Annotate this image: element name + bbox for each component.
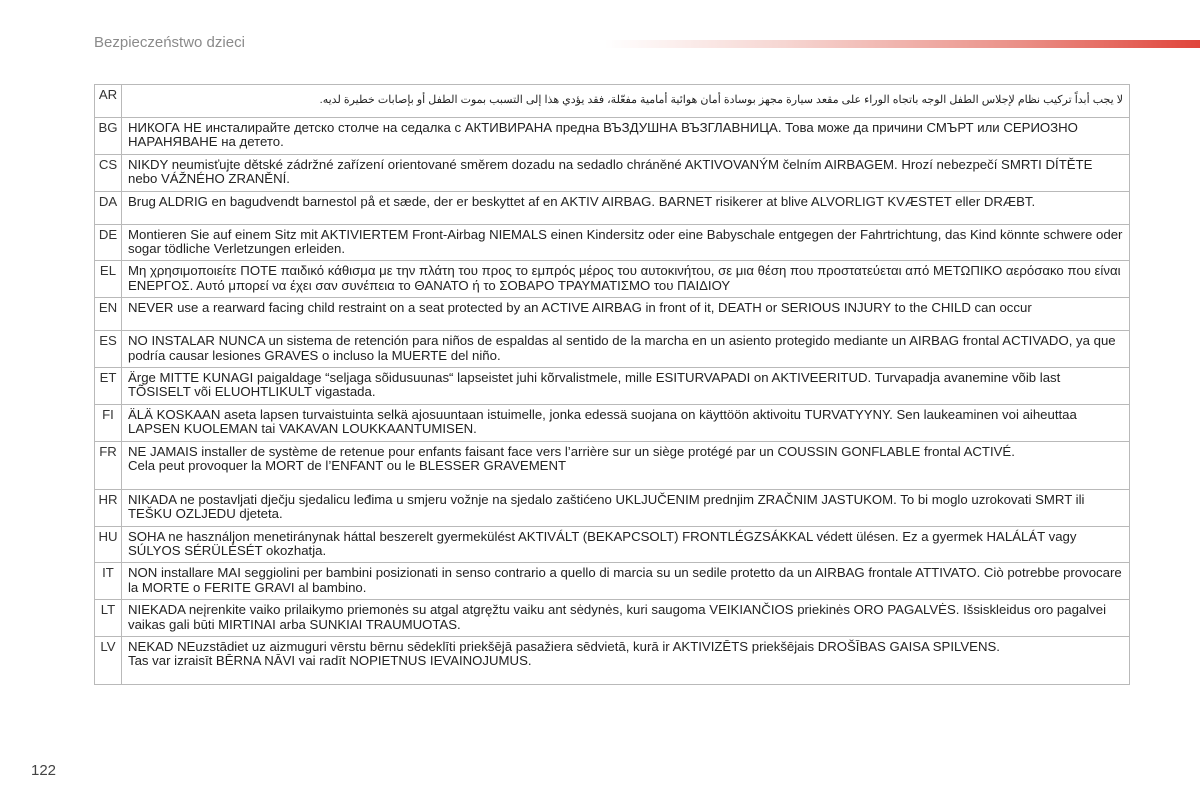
language-code: EL [95,261,122,298]
table-row [95,563,1130,600]
warning-text: NE JAMAIS installer de système de retenue pour enfants faisant face vers l’arrière sur un siège protégé par un COUSSIN GONFLABLE frontal ACTIVÉ. Cela peut provoquer la MORT de l’ENFANT ou le BLESSER GRAVEMENT [122,441,1130,489]
warning-text: SOHA ne használjon menetiránynak háttal beszerelt gyermekülést AKTIVÁLT (BEKAPCSOLT) FRONTLÉGZSÁKKAL védett ülésen. Ez a gyermek HALÁLÁT vagy SÚLYOS SÉRÜLÉSÉT okozhatja. [122,526,1130,563]
language-code: IT [95,563,122,600]
table-row [95,118,1130,155]
warning-text: Brug ALDRIG en bagudvendt barnestol på et sæde, der er beskyttet af en AKTIV AIRBAG. BARNET risikerer at blive ALVORLIGT KVÆSTET eller DRÆBT. [122,191,1130,224]
warning-text: Μη χρησιμοποιείτε ΠΟΤΕ παιδικό κάθισμα με την πλάτη του προς το εμπρός μέρος του αυτοκινήτου, σε μια θέση που προστατεύεται από ΜΕΤΩΠΙΚΟ αερόσακο που είναι ΕΝΕΡΓΟΣ. Αυτό μπορεί να έχει σαν συνέπεια το ΘΑΝΑΤΟ ή το ΣΟΒΑΡΟ ΤΡΑΥΜΑΤΙΣΜΟ του ΠΑΙΔΙΟΥ [122,261,1130,298]
warning-text: NON installare MAI seggiolini per bambini posizionati in senso contrario a quello di marcia su un sedile protetto da un AIRBAG frontale ATTIVATO. Ciò potrebbe provocare la MORTE o FERITE GRAVI al bambino. [122,563,1130,600]
warning-text: NIEKADA neįrenkite vaiko prilaikymo priemonės su atgal atgręžtu vaiku ant sėdynės, kuri saugoma VEIKIANČIOS priekinės ORO PAGALVĖS. Išsiskleidus oro pagalvei vaikas gali būti MIRTINAI arba SUNKIAI TRAUMUOTAS. [122,600,1130,637]
table-row [95,331,1130,368]
language-code: LT [95,600,122,637]
language-code: HR [95,489,122,526]
language-code: DE [95,224,122,261]
section-title: Bezpieczeństwo dzieci [94,34,245,51]
warning-text: NO INSTALAR NUNCA un sistema de retención para niños de espaldas al sentido de la marcha en un asiento protegido mediante un AIRBAG frontal ACTIVADO, ya que podría causar lesiones GRAVES o incluso la MUERTE del niño. [122,331,1130,368]
table-row [95,368,1130,405]
warning-text: ÄLÄ KOSKAAN aseta lapsen turvaistuinta selkä ajosuuntaan istuimelle, jonka edessä suojana on käyttöön aktivoitu TURVATYYNY. Sen laukeaminen voi aiheuttaa LAPSEN KUOLEMAN tai VAKAVAN LOUKKAANTUMISEN. [122,404,1130,441]
language-code: BG [95,118,122,155]
table-row [95,224,1130,261]
language-code: DA [95,191,122,224]
warning-text: NIKADA ne postavljati dječju sjedalicu leđima u smjeru vožnje na sjedalo zaštićeno UKLJUČENIM prednjim ZRAČNIM JASTUKOM. To bi moglo uzrokovati SMRT ili TEŠKU OZLJEDU djeteta. [122,489,1130,526]
child-seat-warning-table [94,84,1130,685]
table-row [95,441,1130,489]
table-row [95,489,1130,526]
language-code: LV [95,636,122,684]
table-row [95,261,1130,298]
language-code: FR [95,441,122,489]
table-row [95,404,1130,441]
language-code: EN [95,298,122,331]
language-code: ES [95,331,122,368]
page-number: 122 [31,762,57,779]
table-row [95,85,1130,118]
language-code: ET [95,368,122,405]
table-row [95,600,1130,637]
table-row [95,526,1130,563]
language-code: CS [95,154,122,191]
warning-text: NEKAD NEuzstādiet uz aizmuguri vērstu bērnu sēdeklīti priekšējā pasažiera sēdvietā, kurā ir AKTIVIZĒTS priekšējais DROŠĪBAS GAISA SPILVENS. Tas var izraisīt BĒRNA NĀVI vai radīt NOPIETNUS IEVAINOJUMUS. [122,636,1130,684]
header-accent-bar [605,40,1200,48]
table-row [95,636,1130,684]
language-code: FI [95,404,122,441]
warning-text: NEVER use a rearward facing child restraint on a seat protected by an ACTIVE AIRBAG in front of it, DEATH or SERIOUS INJURY to the CHILD can occur [122,298,1130,331]
warning-text: NIKDY neumisťujte dětské zádržné zařízení orientované směrem dozadu na sedadlo chráněné AKTIVOVANÝM čelním AIRBAGEM. Hrozí nebezpečí SMRTI DÍTĚTE nebo VÁŽNÉHO ZRANĚNÍ. [122,154,1130,191]
language-code: HU [95,526,122,563]
language-code: AR [95,85,122,118]
warning-text: Montieren Sie auf einem Sitz mit AKTIVIERTEM Front-Airbag NIEMALS einen Kindersitz oder eine Babyschale entgegen der Fahrtrichtung, das Kind könnte schwere oder sogar tödliche Verletzungen erleiden. [122,224,1130,261]
warning-text: لا يجب أبداً تركيب نظام لإجلاس الطفل الوجه باتجاه الوراء على مقعد سيارة مجهز بوسادة أمان هوائية أمامية مفعّلة، فقد يؤدي هذا إلى التسبب بموت الطفل أو بإصابات خطيرة لديه. [122,85,1130,118]
warning-text: Ärge MITTE KUNAGI paigaldage “seljaga sõidusuunas“ lapseistet juhi kõrvalistmele, mille ESITURVAPADI on AKTIVEERITUD. Turvapadja avanemine võib last TÕSISELT või ELUOHTLIKULT vigastada. [122,368,1130,405]
warning-text: НИКОГА НЕ инсталирайте детско столче на седалка с АКТИВИРАНА предна ВЪЗДУШНА ВЪЗГЛАВНИЦА. Това може да причини СМЪРТ или СЕРИОЗНО НАРАНЯВАНЕ на детето. [122,118,1130,155]
table-row [95,154,1130,191]
table-row [95,298,1130,331]
table-row [95,191,1130,224]
